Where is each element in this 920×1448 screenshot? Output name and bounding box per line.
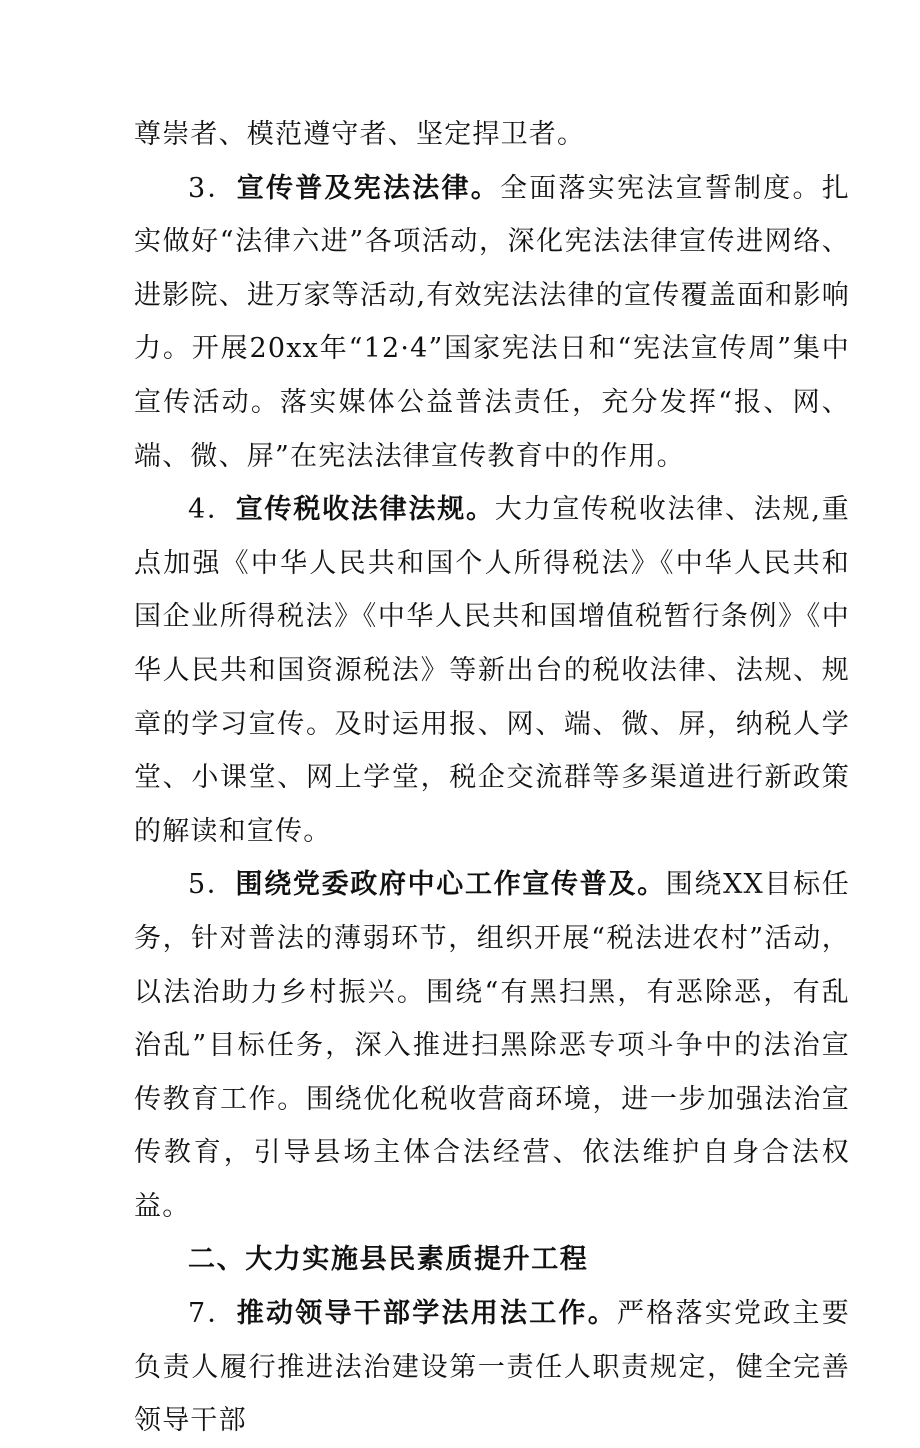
document-body bbox=[134, 108, 850, 1448]
paragraph-text: 大力宣传税收法律、法规,重点加强《中华人民共和国个人所得税法》《中华人民共和国企业所得税法》《中华人民共和国增值税暂行条例》《中华人民共和国资源税法》等新出台的税收法律、法规、规章的学习宣传。及时运用报、网、端、微、屏，纳税人学堂、小课堂、网上学堂，税企交流群等多渠道进行新政策的解读和宣传。 bbox=[134, 494, 850, 847]
paragraph-text: 围绕XX目标任务，针对普法的薄弱环节，组织开展“税法进农村”活动，以法治助力乡村振兴。围绕“有黑扫黑，有恶除恶，有乱治乱”目标任务，深入推进扫黑除恶专项斗争中的法治宣传教育工作。围绕优化税收营商环境，进一步加强法治宣传教育，引导县场主体合法经营、依法维护自身合法权益。 bbox=[134, 869, 850, 1222]
paragraph-text: 尊崇者、模范遵守者、坚定捍卫者。 bbox=[134, 119, 586, 150]
item-number: 5． bbox=[188, 869, 236, 901]
item-number: 7． bbox=[188, 1298, 237, 1330]
item-lead-heading: 宣传普及宪法法律。 bbox=[236, 172, 500, 204]
paragraph-text: 全面落实宪法宣誓制度。扎实做好“法律六进”各项活动，深化宪法法律宣传进网络、进影院、进万家等活动,有效宪法法律的宣传覆盖面和影响力。开展20xx年“12·4”国家宪法日和“宪法宣传周”集中宣传活动。落实媒体公益普法责任，充分发挥“报、网、端、微、屏”在宪法法律宣传教育中的作用。 bbox=[134, 172, 850, 472]
section-heading-text: 二、大力实施县民素质提升工程 bbox=[188, 1244, 589, 1276]
item-lead-heading: 围绕党委政府中心工作宣传普及。 bbox=[235, 869, 666, 901]
item-number: 3． bbox=[188, 172, 237, 204]
paragraph-item-5 bbox=[134, 858, 850, 1233]
item-number: 4． bbox=[188, 494, 236, 526]
paragraph-continuation bbox=[134, 108, 850, 162]
paragraph-item-7 bbox=[134, 1287, 850, 1448]
paragraph-text: 严格落实党政主要负责人履行推进法治建设第一责任人职责规定，健全完善领导干部 bbox=[134, 1298, 850, 1437]
paragraph-item-4 bbox=[134, 483, 850, 858]
section-heading bbox=[134, 1233, 850, 1287]
item-lead-heading: 推动领导干部学法用法工作。 bbox=[236, 1298, 617, 1330]
item-lead-heading: 宣传税收法律法规。 bbox=[235, 494, 495, 526]
paragraph-item-3 bbox=[134, 162, 850, 484]
